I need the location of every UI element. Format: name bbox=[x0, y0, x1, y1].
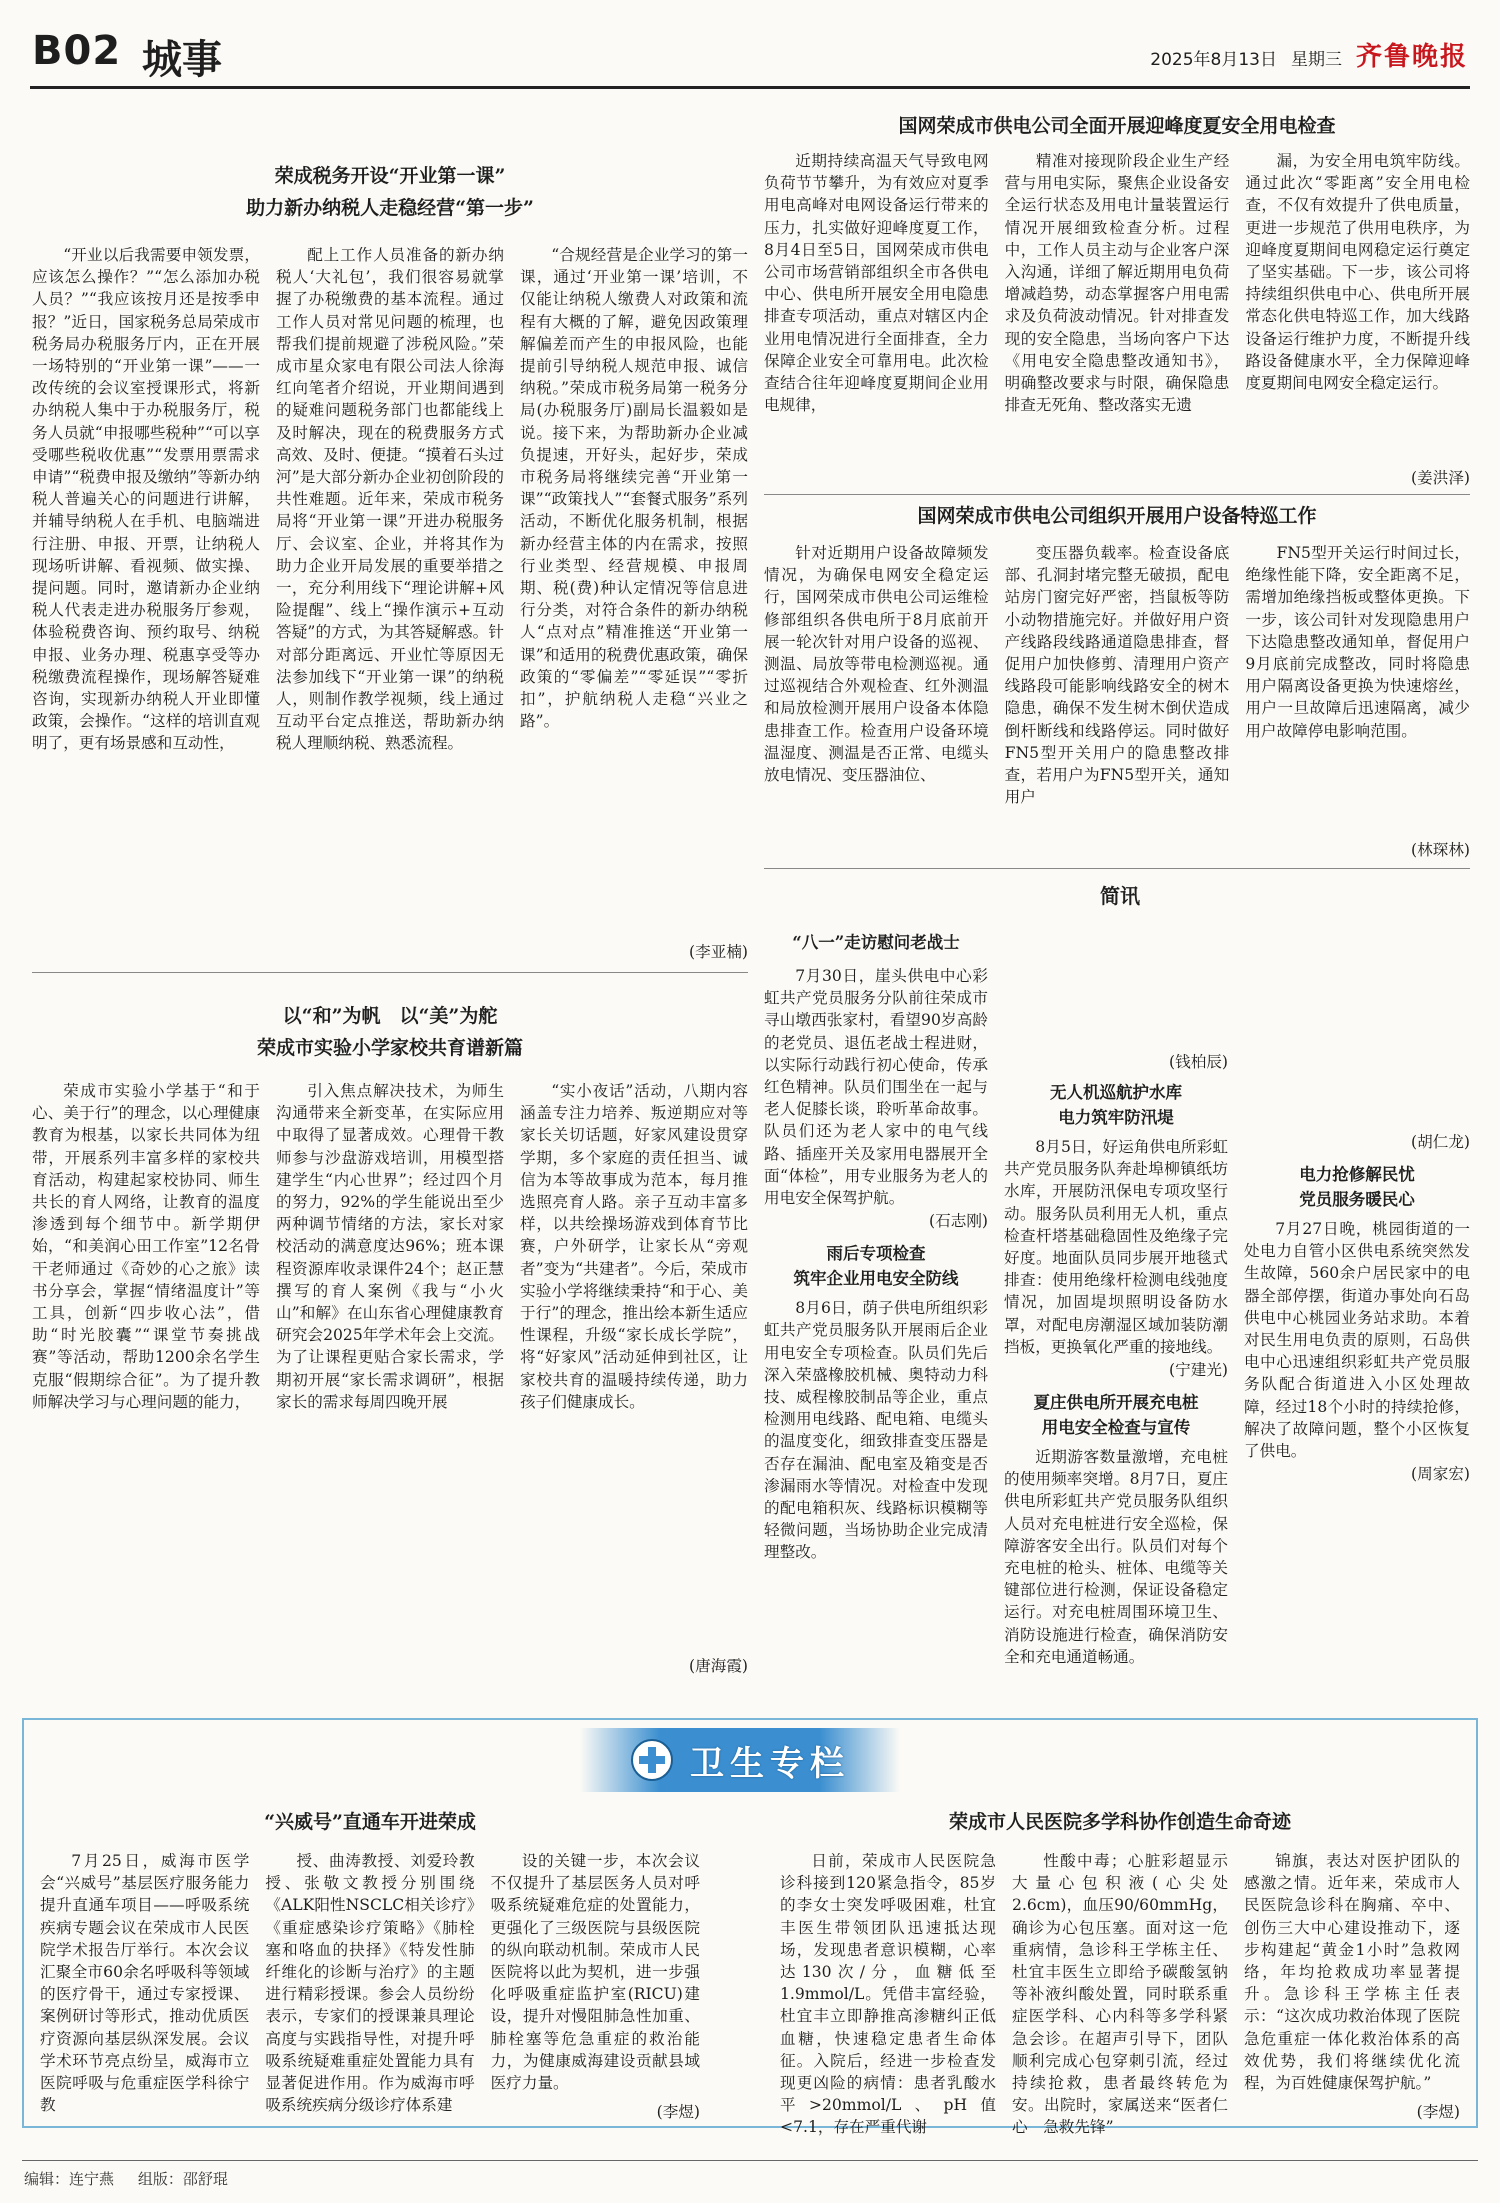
health-2-col-3: 锦旗，表达对医护团队的感激之情。近年来，荣成市人民医院急诊科在胸痛、卒中、创伤三大中心建设推动下，逐步构建起“黄金1小时”急救网络，年均抢救成功率显著提升。急诊科王学栋主任表示：“这次成功救治体现了医院急危重症一体化救治体系的高效优势，我们将继续优化流程，为百姓健康保驾护航。” bbox=[1244, 1852, 1460, 2093]
brief-5-title-1: 电力抢修解民忧 bbox=[1299, 1165, 1415, 1184]
brief-5-body: 7月27日晚，桃园街道的一处电力自管小区供电系统突然发生故障，560余户居民家中的电器全部停摆，街道办事处向石岛供电中心桃园业务站求助。本着对民生用电负责的原则，石岛供电中心迅速组织彩虹共产党员服务队配合街道进入小区处理故障，经过18个小时的持续抢修，解决了故障问题，整个小区恢复了供电。 bbox=[1244, 1220, 1470, 1461]
article-peak-title: 国网荣成市供电公司全面开展迎峰度夏安全用电检查 bbox=[898, 115, 1336, 137]
article-tax-body bbox=[32, 244, 748, 944]
health-1-body bbox=[40, 1850, 700, 2118]
brief-3-body: 8月5日，好运角供电所彩虹共产党员服务队奔赴埠柳镇纸坊水库，开展防汛保电专项攻坚行动。服务队员利用无人机，重点检查杆塔基础稳固性及绝缘子完好度。地面队员同步展开地毯式排查：使用绝缘杆检测电线弛度情况，加固堤坝照明设备防水罩，对配电房潮湿区域加装防潮挡板，更换氧化严重的接地线。 bbox=[1004, 1138, 1228, 1356]
health-banner-title: 卫生专栏 bbox=[690, 1743, 850, 1784]
article-tax-title-1: 荣成税务开设“开业第一课” bbox=[274, 165, 506, 187]
header-rule bbox=[30, 86, 1470, 89]
brief-1-title: “八一”走访慰问老战士 bbox=[792, 933, 960, 952]
article-patrol-author: (林琛林) bbox=[1411, 841, 1470, 859]
brief-2-author: (钱柏辰) bbox=[1169, 1053, 1228, 1071]
brief-col-3 bbox=[1244, 930, 1470, 1686]
article-school bbox=[32, 1000, 748, 1064]
brief-3-title-2: 电力筑牢防汛堤 bbox=[1058, 1108, 1174, 1127]
brief-5-title-2: 党员服务暖民心 bbox=[1299, 1190, 1415, 1209]
brief-2-body: 8月6日，荫子供电所组织彩虹共产党员服务队开展雨后企业用电安全专项检查。队员们先后深入荣盛橡胶机械、奥特动力科技、威程橡胶制品等企业，重点检测用电线路、配电箱、电缆头的温度变化，细致排查变压器是否存在漏油、配电室及箱变是否渗漏雨水等情况。对检查中发现的配电箱积灰、线路标识模糊等轻微问题，当场协助企业完成清理整改。 bbox=[764, 1299, 988, 1562]
article-tax-title-2: 助力新办纳税人走稳经营“第一步” bbox=[246, 197, 534, 219]
brief-4-body: 近期游客数量激增，充电桩的使用频率突增。8月7日，夏庄供电所彩虹共产党员服务队组织人员对充电桩进行安全巡检，保障游客安全出行。队员们对每个充电桩的枪头、桩体、电缆等关键部位进行检测，保证设备稳定运行。对充电桩周围环境卫生、消防设施进行检查，确保消防安全和充电通道畅通。 bbox=[1004, 1448, 1228, 1666]
article-peak-body bbox=[764, 150, 1470, 466]
divider bbox=[32, 972, 748, 973]
article-peak-col-2: 精准对接现阶段企业生产经营与用电实际，聚焦企业设备安全运行状态及用电计量装置运行情况开展细致检查分析。过程中，工作人员主动与企业客户深入沟通，详细了解近期用电负荷增减趋势，动态掌握客户用电需求及负荷波动情况。针对排查发现的安全隐患，当场向客户下达《用电安全隐患整改通知书》，明确整改要求与时限，确保隐患排查无死角、整改落实无遗 bbox=[1004, 152, 1230, 415]
divider bbox=[764, 494, 1470, 495]
brief-3-author: (宁建光) bbox=[1169, 1361, 1228, 1380]
health-banner bbox=[580, 1728, 900, 1792]
article-patrol-col-3: FN5型开关运行时间过长，绝缘性能下降，安全距离不足，需增加绝缘挡板或整体更换。下一步，该公司针对发现隐患用户下达隐患整改通知单，督促用户9月底前完成整改，同时将隐患用户隔离设备更换为快速熔丝，用户一旦故障后迅速隔离，减少用户故障停电影响范围。 bbox=[1245, 544, 1470, 740]
footer-designer: 组版：邵舒琨 bbox=[137, 2170, 228, 2188]
newspaper-logo: 齐鲁晚报 bbox=[1355, 42, 1468, 72]
article-patrol-col-1: 针对近期用户设备故障频发情况，为确保电网安全稳定运行，国网荣成市供电公司运维检修部组织各供电所于8月底前开展一轮次针对用户设备的巡视、测温、局放等带电检测巡视。通过巡视结合外观检查、红外测温和局放检测开展用户设备本体隐患排查工作。检查用户设备环境温湿度、测温是否正常、电缆头放电情况、变压器油位、 bbox=[764, 544, 989, 785]
article-school-col-1: 荣成市实验小学基于“和于心、美于行”的理念，以心理健康教育为根基，以家长共同体为纽带，开展系列丰富多样的家校共育活动，构建起家校协同、师生共长的育人网络，让教育的温度渗透到每个细节中。新学期伊始，“和美润心田工作室”12名骨干老师通过《奇妙的心之旅》读书分享会，掌握“情绪温度计”等工具，创新“四步收心法”，借助“时光胶囊”“课堂节奏挑战赛”等活动，帮助1200余名学生克服“假期综合征”。为了提升教师解决学习与心理问题的能力， bbox=[32, 1082, 260, 1411]
brief-2-title-1: 雨后专项检查 bbox=[826, 1244, 926, 1264]
article-tax-col-3: “合规经营是企业学习的第一课，通过‘开业第一课’培训，不仅能让纳税人缴费人对政策和流程有大概的了解，避免因政策理解偏差而产生的申报风险，也能提前引导纳税人规范申报、诚信纳税。”荣成市税务局第一税务分局(办税服务厅)副局长温毅如是说。接下来，为帮助新办企业减负提速，开好头，起好步，荣成市税务局将继续完善“开业第一课”“政策找人”“套餐式服务”系列活动，不断优化服务机制，根据新办经营主体的内在需求，按照行业类型、经营规模、申报周期、税(费)种认定情况等信息进行分类，对符合条件的新办纳税人“点对点”精准推送“开业第一课”和适用的税费优惠政策，确保政策的“零偏差”“零延误”“零折扣”，护航纳税人走稳“兴业之路”。 bbox=[520, 246, 748, 731]
header-meta bbox=[1150, 36, 1468, 73]
health-2-author: (李煜) bbox=[1416, 2103, 1460, 2121]
brief-4-title-2: 用电安全检查与宣传 bbox=[1041, 1418, 1191, 1438]
article-tax-col-2: 配上工作人员准备的新办纳税人‘大礼包’，我们很容易就掌握了办税缴费的基本流程。通过工作人员对常见问题的梳理，也帮我们提前规避了涉税风险。”荣成市星众家电有限公司法人徐海红向笔者介绍说，开业期间遇到的疑难问题税务部门也都能线上及时解决，现在的税费服务方式高效、及时、便捷。“摸着石头过河”是大部分新办企业初创阶段的共性难题。近年来，荣成市税务局将“开业第一课”开进办税服务厅、会议室、企业，并将其作为助力企业开局发展的重要举措之一，充分利用线下“理论讲解+风险提醒”、线上“操作演示+互动答疑”的方式，为其答疑解惑。针对部分距离远、开业忙等原因无法参加线下“开业第一课”的纳税人，则制作教学视频，线上通过互动平台定点推送，帮助新办纳税人理顺纳税、熟悉流程。 bbox=[276, 246, 504, 753]
article-patrol-body bbox=[764, 542, 1470, 838]
health-1-author: (李煜) bbox=[656, 2103, 700, 2121]
weekday: 星期三 bbox=[1290, 50, 1342, 70]
article-school-author: (唐海霞) bbox=[689, 1657, 748, 1675]
brief-col-1 bbox=[764, 930, 988, 1686]
brief-4-author: (胡仁龙) bbox=[1411, 1133, 1470, 1151]
brief-col-2 bbox=[1004, 930, 1228, 1686]
article-school-title-1: 以“和”为帆 以“美”为舵 bbox=[282, 1005, 498, 1027]
health-2-col-2: 性酸中毒；心脏彩超显示大量心包积液(心尖处2.6cm)，血压90/60mmHg，确诊为心包压塞。面对这一危重病情，急诊科王学栋主任、杜宜丰医生立即给予碳酸氢钠等补液纠酸处置，同时联系重症医学科、心内科等多学科紧急会诊。在超声引导下，团队顺利完成心包穿刺引流，经过持续抢救，患者最终转危为安。出院时，家属送来“医者仁心 急救先锋” bbox=[1012, 1852, 1228, 2137]
article-tax bbox=[32, 160, 748, 224]
section-title: 城事 bbox=[142, 37, 222, 83]
brief-3-title-1: 无人机巡航护水库 bbox=[1050, 1083, 1182, 1102]
health-1-col-3: 设的关键一步，本次会议不仅提升了基层医务人员对呼吸系统疑难危症的处置能力，更强化了三级医院与县级医院的纵向联动机制。荣成市人民医院将以此为契机，进一步强化呼吸重症监护室(RICU)建设，提升对慢阻肺急性加重、肺栓塞等危急重症的救治能力，为健康威海建设贡献县域医疗力量。 bbox=[490, 1852, 700, 2093]
article-school-col-3: “实小夜话”活动，八期内容涵盖专注力培养、叛逆期应对等家长关切话题，好家风建设贯穿学期，多个家庭的责任担当、诚信为本等故事成为范本，每月推选照亮育人路。亲子互动丰富多样，以共绘操场游戏到体育节比赛，户外研学，让家长从“旁观者”变为“共建者”。今后，荣成市实验小学将继续秉持“和于心、美于行”的理念，推出绘本新生适应性课程，升级“家长成长学院”，将“好家风”活动延伸到社区，让家校共育的温暖持续传递，助力孩子们健康成长。 bbox=[520, 1082, 748, 1411]
issue-date: 2025年8月13日 bbox=[1150, 50, 1277, 70]
article-peak-author: (姜洪泽) bbox=[1411, 469, 1470, 487]
brief-header: 简讯 bbox=[1100, 884, 1140, 908]
page-code: B02 bbox=[32, 28, 122, 74]
article-school-body bbox=[32, 1080, 748, 1654]
divider bbox=[764, 868, 1470, 869]
article-patrol-title: 国网荣成市供电公司组织开展用户设备特巡工作 bbox=[917, 505, 1317, 527]
brief-4-title-1: 夏庄供电所开展充电桩 bbox=[1033, 1393, 1199, 1413]
footer-credits bbox=[24, 2168, 228, 2189]
brief-1-author: (石志刚) bbox=[929, 1212, 988, 1231]
brief-2-title-2: 筑牢企业用电安全防线 bbox=[793, 1269, 959, 1289]
health-2-title: 荣成市人民医院多学科协作创造生命奇迹 bbox=[948, 1811, 1291, 1833]
health-1-col-1: 7月25日，威海市医学会“兴威号”基层医疗服务能力提升直通车项目——呼吸系统疾病专题会议在荣成市人民医院学术报告厅举行。本次会议汇聚全市60余名呼吸科等领域的医疗骨干，通过专家授课、案例研讨等形式，推动优质医疗资源向基层纵深发展。会议学术环节亮点纷呈，威海市立医院呼吸与危重症医学科徐宁教 bbox=[40, 1852, 250, 2115]
health-2-col-1: 日前，荣成市人民医院急诊科接到120紧急指令，85岁的李女士突发呼吸困难，杜宜丰医生带领团队迅速抵达现场，发现患者意识模糊，心率达130次/分，血糖低至1.9mmol/L。凭借丰富经验，杜宜丰立即静推高渗糖纠正低血糖，快速稳定患者生命体征。入院后，经进一步检查发现更凶险的病情：患者乳酸水平>20mmol/L、pH值<7.1，存在严重代谢 bbox=[780, 1852, 996, 2137]
footer-rule bbox=[22, 2160, 1478, 2161]
article-tax-author: (李亚楠) bbox=[689, 943, 748, 961]
health-2-body bbox=[780, 1850, 1460, 2137]
medical-cross-icon bbox=[630, 1738, 674, 1782]
health-1-col-2: 授、曲涛教授、刘爱玲教授、张敬文教授分别围绕《ALK阳性NSCLC相关诊疗》《重症感染诊疗策略》《肺栓塞和咯血的抉择》《特发性肺纤维化的诊断与治疗》的主题进行精彩授课。参会人员纷纷表示，专家们的授课兼具理论高度与实践指导性，对提升呼吸系统疑难重症处置能力具有显著促进作用。作为威海市呼吸系统疾病分级诊疗体系建 bbox=[265, 1852, 475, 2115]
brief-5-author: (周家宏) bbox=[1411, 1465, 1470, 1484]
article-peak-col-1: 近期持续高温天气导致电网负荷节节攀升，为有效应对夏季用电高峰对电网设备运行带来的压力，扎实做好迎峰度夏工作，8月4日至5日，国网荣成市供电公司市场营销部组织全市各供电中心、供电所开展安全用电隐患排查专项活动，重点对辖区内企业用电情况进行全面排查，全力保障企业安全可靠用电。此次检查结合往年迎峰度夏期间企业用电规律， bbox=[764, 152, 989, 415]
article-peak-col-3: 漏，为安全用电筑牢防线。通过此次“零距离”安全用电检查，不仅有效提升了供电质量，更进一步规范了供用电秩序，为迎峰度夏期间电网稳定运行奠定了坚实基础。下一步，该公司将持续组织供电中心、供电所开展常态化供电特巡工作，加大线路设备运行维护力度，不断提升线路设备健康水平，全力保障迎峰度夏期间电网安全稳定运行。 bbox=[1245, 152, 1470, 393]
footer-editor: 编辑：连宁燕 bbox=[24, 2170, 115, 2188]
article-school-title-2: 荣成市实验小学家校共育谱新篇 bbox=[256, 1037, 523, 1059]
brief-1-body: 7月30日，崖头供电中心彩虹共产党员服务分队前往荣成市寻山墩西张家村，看望90岁高龄的老党员、退伍老战士程进财，以实际行动践行初心使命，传承红色精神。队员们围坐在一起与老人促膝长谈，聆听革命故事。队员们还为老人家中的电气线路、插座开关及家用电器展开全面“体检”，用专业服务为老人的用电安全保驾护航。 bbox=[764, 967, 988, 1208]
article-tax-col-1: “开业以后我需要申领发票，应该怎么操作？”“怎么添加办税人员？”“我应该按月还是按季申报？”近日，国家税务总局荣成市税务局办税服务厅内，正在开展一场特别的“开业第一课”——一改传统的会议室授课形式，将新办纳税人集中于办税服务厅，税务人员就“申报哪些税种”“可以享受哪些税收优惠”“发票用票需求申请”“税费申报及缴纳”等新办纳税人普遍关心的问题进行讲解，并辅导纳税人在手机、电脑端进行注册、申报、开票，让纳税人现场听讲解、看视频、做实操、提问题。同时，邀请新办企业纳税人代表走进办税服务厅参观，体验税费咨询、预约取号、纳税申报、业务办理、税惠享受等办税缴费流程操作，现场解答疑难咨询，实现新办纳税人开业即懂政策，会操作。“这样的培训直观明了，更有场景感和互动性， bbox=[32, 246, 260, 753]
health-1-title: “兴威号”直通车开进荣成 bbox=[264, 1811, 476, 1833]
article-school-col-2: 引入焦点解决技术，为师生沟通带来全新变革，在实际应用中取得了显著成效。心理骨干教师参与沙盘游戏培训，用模型搭建学生“内心世界”；经过四个月的努力，92%的学生能说出至少两种调节情绪的方法，家长对家校活动的满意度达96%；班本课程资源库收录课件24个；赵正慧撰写的育人案例《我与“小火山”和解》在山东省心理健康教育研究会2025年学术年会上交流。为了让课程更贴合家长需求，学期初开展“家长需求调研”，根据家长的需求每周四晚开展 bbox=[276, 1082, 504, 1411]
article-patrol-col-2: 变压器负载率。检查设备底部、孔洞封堵完整无破损，配电站房门窗完好严密，挡鼠板等防小动物措施完好。并做好用户资产线路段线路通道隐患排查，督促用户加快修剪、清理用户资产线路段可能影响线路安全的树木隐患，确保不发生树木倒伏造成倒杆断线和线路停运。同时做好FN5型开关用户的隐患整改排查，若用户为FN5型开关，通知用户 bbox=[1004, 544, 1230, 807]
